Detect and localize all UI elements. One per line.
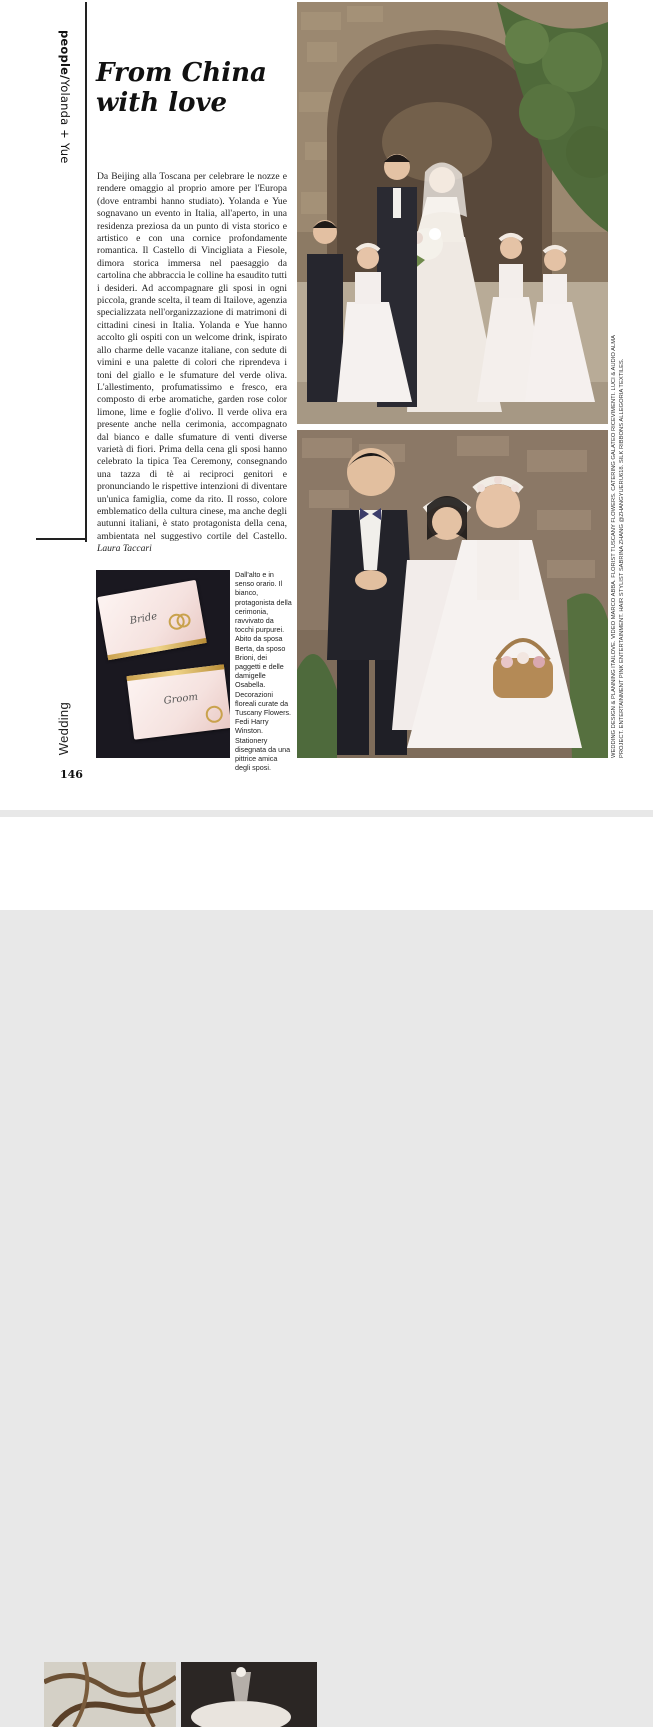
photo-caption: Dall'alto e in senso orario. Il bianco, protagonista della cerimonia, ravvivato da tocchi purpurei. Abito da sposa Berta, da sposo Brioni, dei paggetti e delle damigelle Osabella. Decorazioni floreali curate da Tuscany Flowers. Fedi Harry Winston. Stationery disegnata da una pittrice amica degli sposi. (235, 570, 292, 773)
groom-card (126, 664, 230, 739)
next-page-photo-left (44, 1662, 176, 1727)
children-illustration (297, 430, 608, 758)
article-body-text: Da Beijing alla Toscana per celebrare le nozze e rendere omaggio al proprio amore per l'Europa (dove entrambi hanno studiato). Yolanda e Yue sognavano un evento in Italia, all'aperto, in una residenza preziosa da un punto di vista storico e artistico e con una cornice profondamente romantica. Il Castello di Vincigliata a Fiesole, dimora storica immersa nel paesaggio da cartolina che abbraccia le colline ha esaudito tutti i desideri. Ad accompagnare gli sposi in ogni piccola, grande scelta, il team di Itailove, agenzia specializzata nell'organizzazione di matrimoni di cittadini cinesi in Italia. Yolanda e Yue hanno accolto gli ospiti con un welcome drink, ispirato allo charme delle vacanze italiane, con sedute di vimini e una palette di colori che riprendeva i toni del giallo e le sfumature del verde oliva. L'allestimento, profumatissimo e fresco, era composto di erbe aromatiche, garden rose color limone, lime e foglie d'olivo. Il verde oliva era presente anche nella cerimonia, accompagnato dal bianco e dalle sfumature di venti diverse varietà di fiori. Prima della cena gli sposi hanno celebrato la tipica Tea Ceremony, consegnando una tazza di tè ai reciproci genitori e pronunciando le rispettive intenzioni di diventare un'unica famiglia, come da rito. Il rosso, colore emblematico della cultura cinese, ma anche degli autunni italiani, è stato protagonista della cena, ambientata nel suggestivo cortile del Castello. (97, 171, 287, 542)
branches-illustration (44, 1662, 176, 1727)
bride-card-text: Bride (128, 611, 159, 627)
groom-card-text: Groom (163, 691, 199, 707)
wedding-section-label: Wedding (56, 702, 71, 756)
bride-card (97, 580, 207, 660)
article-author: Laura Taccari (97, 543, 152, 555)
ring-icon (205, 705, 224, 724)
article-title: From China with love (96, 58, 267, 118)
table-setting-illustration (181, 1662, 317, 1727)
page-number: 146 (60, 768, 83, 781)
photo-credits: WEDDING DESIGN & PLANNING ITAILOVE. VIDEO MARCO ABBA. FLORIST TUSCANY FLOWERS. CATERING GALATEO RICEVIMENTI. LUCI & AUDIO ALMA PROJECT. ENTERTAINMENT PINK ENTERTAINMENT. HAIR STYLIST SABRINA ZHANG @ZHANGYUERU618. SILK RIBBONS ALLEGORIA TEXTILES. (611, 335, 625, 758)
section-label (58, 30, 72, 164)
next-page-photo-right (181, 1662, 317, 1727)
children-photo (297, 430, 608, 758)
magazine-page (0, 0, 653, 810)
groom-card-gold-edge (126, 664, 224, 681)
next-page-preview (0, 817, 653, 910)
vertical-rule (85, 2, 87, 542)
article-body (97, 171, 287, 556)
horizontal-rule (36, 538, 87, 540)
section-label-names: Yolanda + Yue (58, 79, 72, 164)
stationery-photo (96, 570, 230, 758)
wedding-party-illustration (297, 2, 608, 424)
bride-card-gold-edge (107, 638, 206, 660)
wedding-party-photo (297, 2, 608, 424)
section-label-bold: people/ (58, 30, 72, 80)
